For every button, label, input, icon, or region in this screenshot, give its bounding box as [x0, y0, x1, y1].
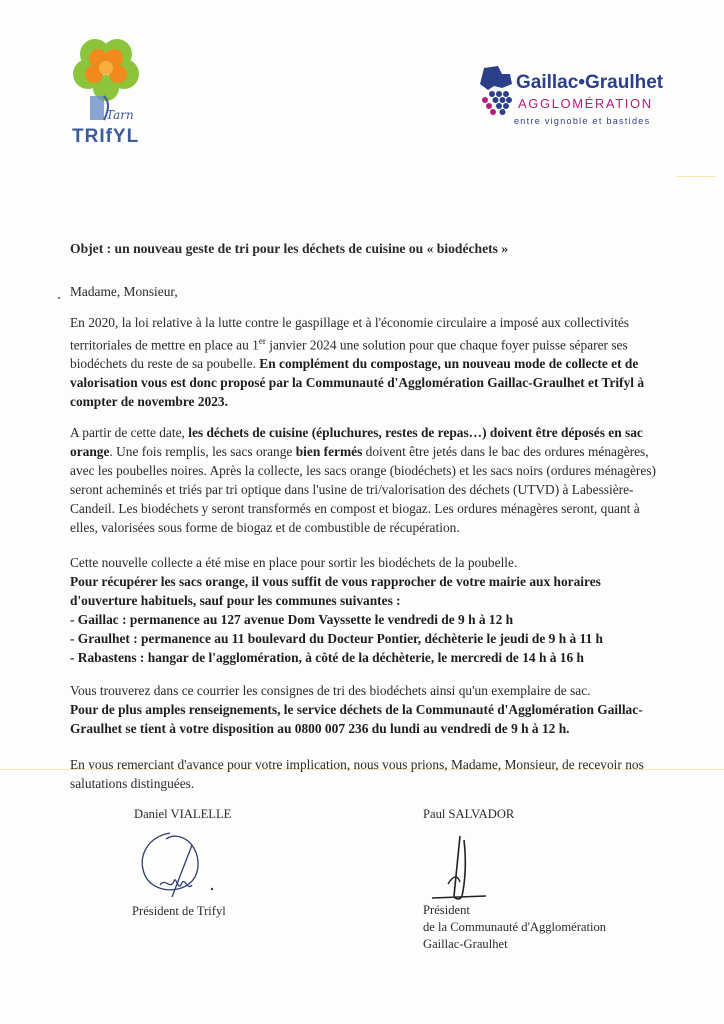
signature-left-icon	[130, 825, 240, 905]
superscript: er	[258, 336, 266, 346]
gaillac-logo-tagline: entre vignoble et bastides	[514, 116, 651, 126]
signatory-left-title: Président de Trifyl	[132, 904, 226, 918]
paragraph-collection	[70, 423, 662, 537]
trifyl-logo-word: TRIfYL	[72, 126, 140, 147]
paragraph-line	[70, 423, 662, 442]
scan-dot	[58, 297, 60, 299]
paragraph-line	[70, 442, 662, 461]
paragraph-line: salutations distinguées.	[70, 776, 195, 791]
paragraph-line: Graulhet se tient à votre disposition au 0800 007 236 du lundi au vendredi de 9 h à 12 h.	[70, 721, 570, 736]
list-item-graulhet: - Graulhet : permanence au 11 boulevard du Docteur Pontier, déchèterie le jeudi de 9 h à 11 h	[70, 631, 603, 646]
bold-run: bien fermés	[295, 444, 363, 459]
bold-run: orange	[70, 444, 110, 459]
bold-run: En complément du compostage, un nouveau mode de collecte et de	[259, 356, 639, 372]
signature-right-icon	[426, 826, 496, 906]
title-line: Président	[423, 903, 470, 917]
title-line: de la Communauté d'Agglomération	[423, 920, 607, 934]
list-item-gaillac: - Gaillac : permanence au 127 avenue Dom Vayssette le vendredi de 9 h à 12 h	[70, 612, 514, 627]
text-run: . Une fois remplis, les sacs orange	[109, 444, 296, 459]
paragraph-line: Vous trouverez dans ce courrier les consignes de tri des biodéchets ainsi qu'un exemplaire de sac.	[70, 683, 591, 698]
scan-mark	[676, 176, 716, 177]
paragraph-line: Pour récupérer les sacs orange, il vous suffit de vous rapprocher de votre mairie aux horaires	[70, 574, 601, 589]
letter-salutation: Madame, Monsieur,	[70, 284, 178, 299]
text-run: A partir de cette date,	[70, 425, 189, 440]
signatory-right-name: Paul SALVADOR	[423, 807, 515, 821]
title-line: Gaillac-Graulhet	[423, 937, 508, 951]
paragraph-line: En 2020, la loi relative à la lutte contre le gaspillage et à l'économie circulaire a imposé aux collectivités	[70, 315, 630, 330]
paragraph-line: d'ouverture habituels, sauf pour les communes suivantes :	[70, 593, 401, 608]
paragraph-bags	[70, 553, 662, 667]
gaillac-logo-agglomeration: AGGLOMÉRATION	[518, 96, 653, 111]
paragraph-line: Candeil. Les biodéchets y seront transformés en compost et biogaz. Les ordures ménagères seront, quant à	[70, 501, 640, 516]
paragraph-line: Pour de plus amples renseignements, le service déchets de la Communauté d'Agglomération Gaillac-	[70, 702, 643, 717]
signatory-right-title	[423, 902, 606, 953]
paragraph-info	[70, 681, 662, 738]
gaillac-graulhet-logo	[476, 62, 666, 132]
paragraph-line: avec les poubelles noires. Après la collecte, les sacs orange (biodéchets) et les sacs noirs (ordures ménagères)	[70, 463, 656, 478]
trifyl-logo-tarn: Tarn	[106, 108, 134, 122]
paragraph-line: compter de novembre 2023.	[70, 394, 228, 410]
paragraph-law	[70, 313, 662, 411]
text-run: biodéchets du reste de sa poubelle.	[70, 356, 260, 372]
paragraph-line: En vous remerciant d'avance pour votre implication, nous vous prions, Madame, Monsieur, de recevoir nos	[70, 757, 644, 772]
trifyl-logo	[68, 34, 146, 152]
text-run: territoriales de mettre en place au 1	[70, 337, 259, 353]
paragraph-line	[70, 332, 662, 354]
letter-subject: Objet : un nouveau geste de tri pour les déchets de cuisine ou « biodéchets »	[70, 241, 509, 256]
list-item-rabastens: - Rabastens : hangar de l'agglomération, à côté de la déchèterie, le mercredi de 14 h à 16 h	[70, 650, 584, 665]
text-run: doivent être jetés dans le bac des ordures ménagères,	[362, 444, 649, 459]
paragraph-line	[70, 354, 662, 373]
paragraph-line: valorisation vous est donc proposé par la Communauté d'Agglomération Gaillac-Graulhet et Trifyl à	[70, 375, 645, 391]
paragraph-line: Cette nouvelle collecte a été mise en place pour sortir les biodéchets de la poubelle.	[70, 555, 518, 570]
paragraph-closing	[70, 755, 662, 793]
bold-run: les déchets de cuisine (épluchures, restes de repas…) doivent être déposés en sac	[188, 425, 643, 440]
signatory-left-name: Daniel VIALELLE	[134, 807, 232, 821]
paragraph-line: seront acheminés et triés par tri optique dans l'usine de tri/valorisation des déchets (UTVD) à Labessière-	[70, 482, 634, 497]
gaillac-logo-name: Gaillac•Graulhet	[516, 72, 664, 93]
paragraph-line: elles, valorisées sous forme de biogaz et de combustible de récupération.	[70, 520, 460, 535]
text-run: janvier 2024 une solution pour que chaque foyer puisse séparer ses	[265, 337, 628, 353]
